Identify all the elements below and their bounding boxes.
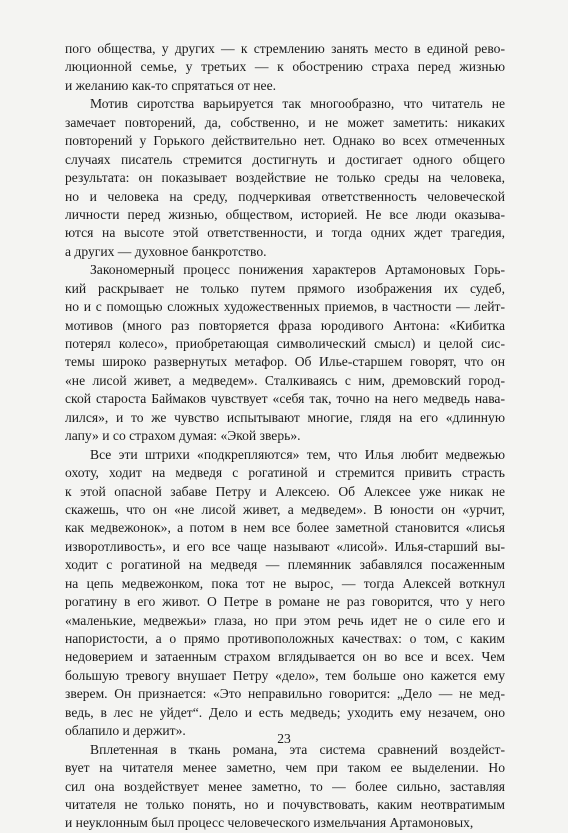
text-line: повторений у Горького действительно нет. Однако во всех отмеченных	[65, 133, 505, 149]
text-line: но и человека на среду, подчеркивая ответственность человеческой	[65, 188, 505, 204]
text-line: зверем. Он признается: «Это неправильно говорится: „Дело — не мед-	[65, 686, 505, 702]
text-line: вует на читателя менее заметно, чем при таком ее выделении. Но	[65, 760, 505, 776]
paragraph	[65, 95, 505, 261]
paragraph	[65, 40, 505, 95]
text-line: напористости, а о прямо противоположных качествах: о том, с каким	[65, 631, 505, 646]
page-number: 23	[277, 731, 291, 746]
text-line: как медвежонок», а потом в нем все более заметной становится «лисья	[65, 520, 505, 536]
text-line: «маленькие, медвежьи» глаза, но при этом речь идет не о силе его и	[65, 612, 505, 628]
text-line: Закономерный процесс понижения характеров Артамоновых Горь-	[90, 262, 505, 278]
text-line: на цепь медвежонком, пока тот не вырос, — тогда Алексей воткнул	[65, 575, 505, 591]
text-line: ведь, в лес не уйдет“. Дело и есть медведь; уходить ему незачем, оно	[65, 704, 505, 720]
text-line: люционной семье, у третьих — к обострению страха перед жизнью	[65, 59, 505, 75]
text-line: Все эти штрихи «подкрепляются» тем, что Илья любит медвежью	[90, 446, 505, 462]
text-line: Мотив сиротства варьируется так многообразно, что читатель не	[90, 96, 505, 112]
text-line: личности перед жизнью, обществом, историей. Не все люди оказыва-	[65, 206, 505, 222]
text-line: недоверием и затаенным страхом вглядывается он во все и всех. Чем	[65, 649, 505, 665]
text-line: Вплетенная в ткань романа, эта система сравнений воздейст-	[90, 741, 505, 757]
text-line: и желанию как-то спрятаться от нее.	[65, 77, 277, 93]
text-line: сил она воздействует менее заметно, то — более сильно, заставляя	[65, 778, 505, 794]
text-line: и неуклонным был процесс человеческого измельчания Артамоновых,	[65, 815, 474, 831]
text-line: лился», и то же чувство испытывают многие, глядя на его «длинную	[65, 409, 505, 425]
text-line: а других — духовное банкротство.	[65, 243, 267, 259]
page-text	[65, 40, 505, 833]
text-line: пого общества, у других — к стремлению занять место в единой рево-	[65, 41, 505, 56]
paragraph	[65, 446, 505, 741]
text-line: охоту, ходит на медведя с рогатиной и стремится привить страсть	[65, 465, 505, 481]
text-line: скажешь, что он «не лисой живет, а медведем». В юности он «урчит,	[65, 501, 505, 517]
text-line: темы широко развернутых метафор. Об Илье-старшем говорят, что он	[65, 354, 505, 370]
text-line: случаях писатель стремится достигнуть и достигает одного общего	[65, 151, 505, 167]
text-line: потерял колесо», приобретающая символический смысл) и целой сис-	[65, 336, 505, 351]
text-line: ходит с рогатиной на медведя — племянник забавлялся посаженным	[65, 557, 505, 573]
text-line: изворотливость», и его все чаще называют «лисой». Илья-старший вы-	[65, 538, 505, 554]
text-line: но и с помощью сложных художественных приемов, в частности — лейт-	[65, 299, 505, 315]
text-line: ской староста Баймаков чувствует «себя так, точно на него медведь нава-	[65, 391, 505, 407]
text-line: рогатину в его живот. О Петре в романе не раз говорится, что у него	[65, 594, 505, 610]
text-line: кий раскрывает не только путем прямого изображения их судеб,	[65, 280, 505, 296]
text-line: «не лисой живет, а медведем». Сталкиваясь с ним, дремовский город-	[65, 372, 505, 388]
text-line: облапило и держит».	[65, 723, 186, 739]
text-line: большую тревогу внушает Петру «дело», тем больше оно кажется ему	[65, 667, 505, 683]
text-line: замечает повторений, да, собственно, и не может заметить: никаких	[65, 114, 505, 130]
paragraph	[65, 261, 505, 445]
text-line: лапу» и со страхом думая: «Экой зверь».	[65, 428, 301, 444]
text-line: к этой опасной забаве Петру и Алексею. Об Алексее уже никак не	[65, 483, 505, 499]
text-line: результата: он показывает воздействие не только среды на человека,	[65, 170, 505, 186]
text-line: ются на высоте этой ответственности, и тогда одних ждет трагедия,	[65, 225, 505, 241]
paragraph	[65, 741, 505, 833]
text-line: мотивов (много раз повторяется фраза юродивого Антона: «Кибитка	[65, 317, 505, 333]
text-line: читателя не только понять, но и почувствовать, каким неотвратимым	[65, 796, 505, 812]
